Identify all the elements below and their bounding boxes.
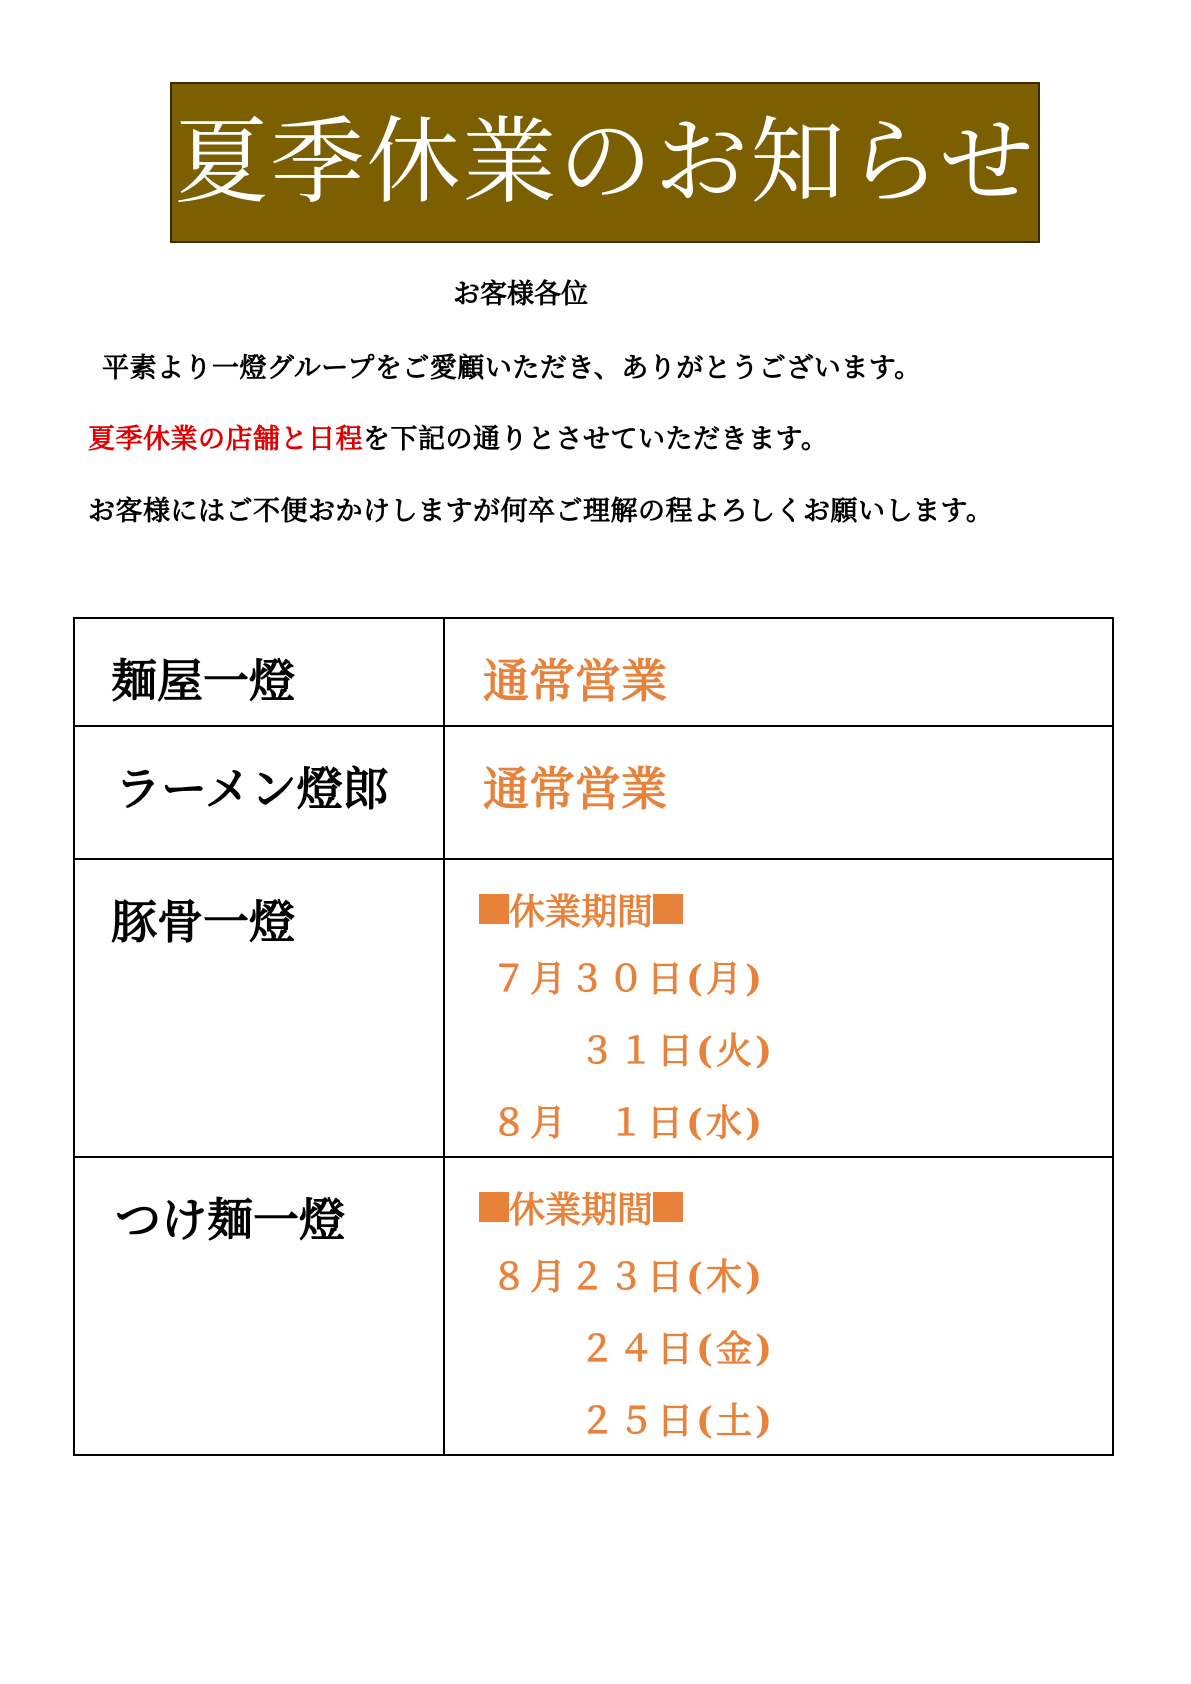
square-icon [653,1192,683,1222]
closure-period [445,1158,1112,1454]
status-label: 通常営業 [483,654,667,708]
closure-cell [444,859,1113,1157]
store-name: 豚骨一燈 [111,895,295,949]
store-name: つけ麺一燈 [115,1193,345,1247]
intro-line-1: 平素より一燈グループをご愛顧いただき、ありがとうございます。 [102,353,922,384]
store-cell [74,859,444,1157]
title-banner [170,82,1040,243]
intro-line-2 [88,417,828,456]
period-heading [479,1176,1112,1238]
store-cell [74,1157,444,1455]
schedule-table [73,617,1114,1456]
store-cell [74,726,444,859]
closure-date: ８月２３日(木) [491,1255,766,1298]
square-icon [479,894,509,924]
closure-date: ２４日(金) [579,1327,776,1370]
page-title: 夏季休業のお知らせ [174,107,1036,217]
table-row [74,726,1113,859]
intro-highlight: 夏季休業の店舗と日程 [88,424,363,455]
table-row [74,618,1113,726]
square-icon [653,894,683,924]
closure-date: ７月３０日(月) [491,957,766,1000]
closure-date: ２５日(土) [579,1399,776,1442]
table-row [74,1157,1113,1455]
store-name: ラーメン燈郎 [115,762,389,816]
period-heading [479,878,1112,940]
table-row [74,859,1113,1157]
intro-line-2-rest: を下記の通りとさせていただきます。 [363,424,829,455]
status-cell [444,726,1113,859]
closure-cell [444,1157,1113,1455]
period-label: 休業期間 [509,1188,654,1231]
intro-line-3: お客様にはご不便おかけしますが何卒ご理解の程よろしくお願いします。 [88,496,994,527]
status-label: 通常営業 [483,762,667,816]
store-cell [74,618,444,726]
closure-period [445,860,1112,1156]
closure-date: ８月 １日(水) [491,1101,766,1144]
closure-date: ３１日(火) [579,1029,776,1072]
salutation: お客様各位 [453,279,588,310]
store-name: 麺屋一燈 [111,654,295,708]
period-label: 休業期間 [509,890,654,933]
status-cell [444,618,1113,726]
square-icon [479,1192,509,1222]
